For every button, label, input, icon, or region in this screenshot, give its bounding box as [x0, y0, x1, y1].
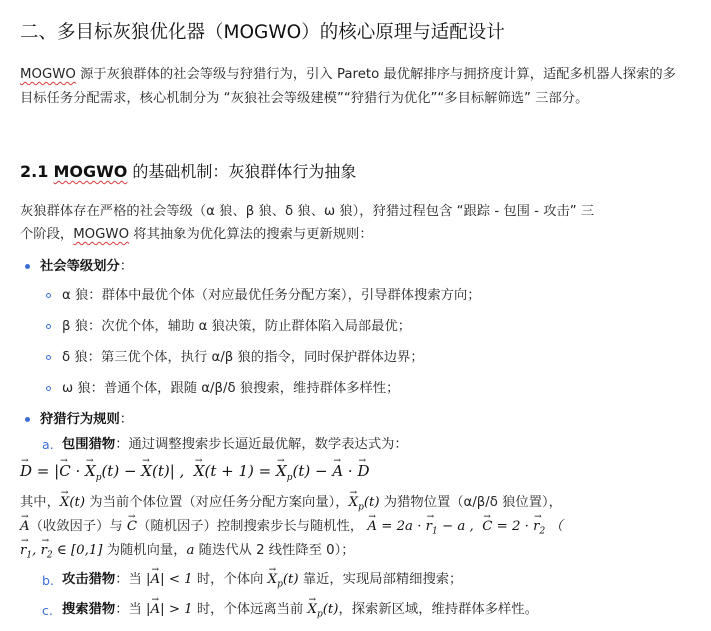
- list-item: ω 狼：普通个体，跟随 α/β/δ 狼搜索，维持群体多样性；: [62, 381, 400, 396]
- list-item: 搜索猎物：当 |→ A| > 1 时，个体远离当前 → $X_p(t)$，探索新区域，维持群体多样性。: [62, 599, 538, 626]
- spellcheck-term: MOGWO: [73, 227, 130, 242]
- intro-text: 源于灰狼群体的社会等级与狩猎行为，引入 Pareto 最优解排序与拥挤度计算，适配多机器人探索的多目标任务分配需求，核心机制分为 “灰狼社会等级建模”“狩猎行为优化”“多目标解筛选” 三部分。: [20, 67, 676, 106]
- list-marker: c.: [42, 603, 53, 618]
- page-title: 二、多目标灰狼优化器（MOGWO）的核心原理与适配设计: [20, 22, 505, 43]
- equation-note: → A（收敛因子）与 → C（随机因子）控制搜索步长与随机性， → A = 2a · → $r_1 - a$ , → C = 2 · → $r_2$ （: [20, 516, 563, 543]
- section-intro-line: 灰狼群体存在严格的社会等级（α 狼、β 狼、δ 狼、ω 狼），狩猎过程包含 “跟踪 - 包围 - 攻击” 三: [20, 204, 595, 219]
- bullet-label: 狩猎行为规则: [40, 412, 120, 427]
- list-marker: b.: [42, 573, 54, 588]
- bullet-label: 社会等级划分: [40, 259, 120, 274]
- list-item: 包围猎物：通过调整搜索步长逼近最优解，数学表达式为：: [62, 437, 408, 452]
- list-item: β 狼：次优个体，辅助 α 狼决策，防止群体陷入局部最优；: [62, 319, 412, 334]
- section-number: 2.1: [20, 162, 49, 181]
- spellcheck-term: MOGWO: [53, 162, 128, 181]
- list-item: α 狼：群体中最优个体（对应最优任务分配方案），引导群体搜索方向；: [62, 288, 481, 303]
- bullet-icon: [25, 264, 30, 269]
- sub-bullet-icon: [46, 324, 51, 329]
- equation: → D = |→ C · → $X_p(t)$ − → X(t)| , → X(t + 1) = → $X_p(t)$ − → A · → D: [20, 460, 370, 489]
- sub-bullet-icon: [46, 293, 51, 298]
- intro-paragraph: [20, 63, 686, 110]
- list-marker: a.: [42, 437, 54, 452]
- sub-bullet-icon: [46, 386, 51, 391]
- equation-note: 其中，→ X(t) 为当前个体位置（对应任务分配方案向量），→ $X_p(t)$ 为猎物位置（α/β/δ 狼位置），: [20, 492, 562, 519]
- list-item: 社会等级划分：: [40, 259, 134, 274]
- list-item: 攻击猎物：当 |→ A| < 1 时，个体向 → $X_p(t)$ 靠近，实现局部精细搜索；: [62, 569, 462, 596]
- sub-bullet-icon: [46, 355, 51, 360]
- section-title: 的基础机制：灰狼群体行为抽象: [127, 162, 357, 181]
- section-intro-line: 个阶段，MOGWO 将其抽象为优化算法的搜索与更新规则：: [20, 227, 373, 242]
- equation-note: → $r_1$, → $r_2$ ∈ [0,1] 为随机向量，a 随迭代从 2 线性降至 0）；: [20, 540, 355, 567]
- spellcheck-term: MOGWO: [20, 67, 76, 82]
- list-item: δ 狼：第三优个体，执行 α/β 狼的指令，同时保护群体边界；: [62, 350, 424, 365]
- list-item: 狩猎行为规则：: [40, 412, 134, 427]
- bullet-icon: [25, 417, 30, 422]
- section-heading: [20, 160, 356, 184]
